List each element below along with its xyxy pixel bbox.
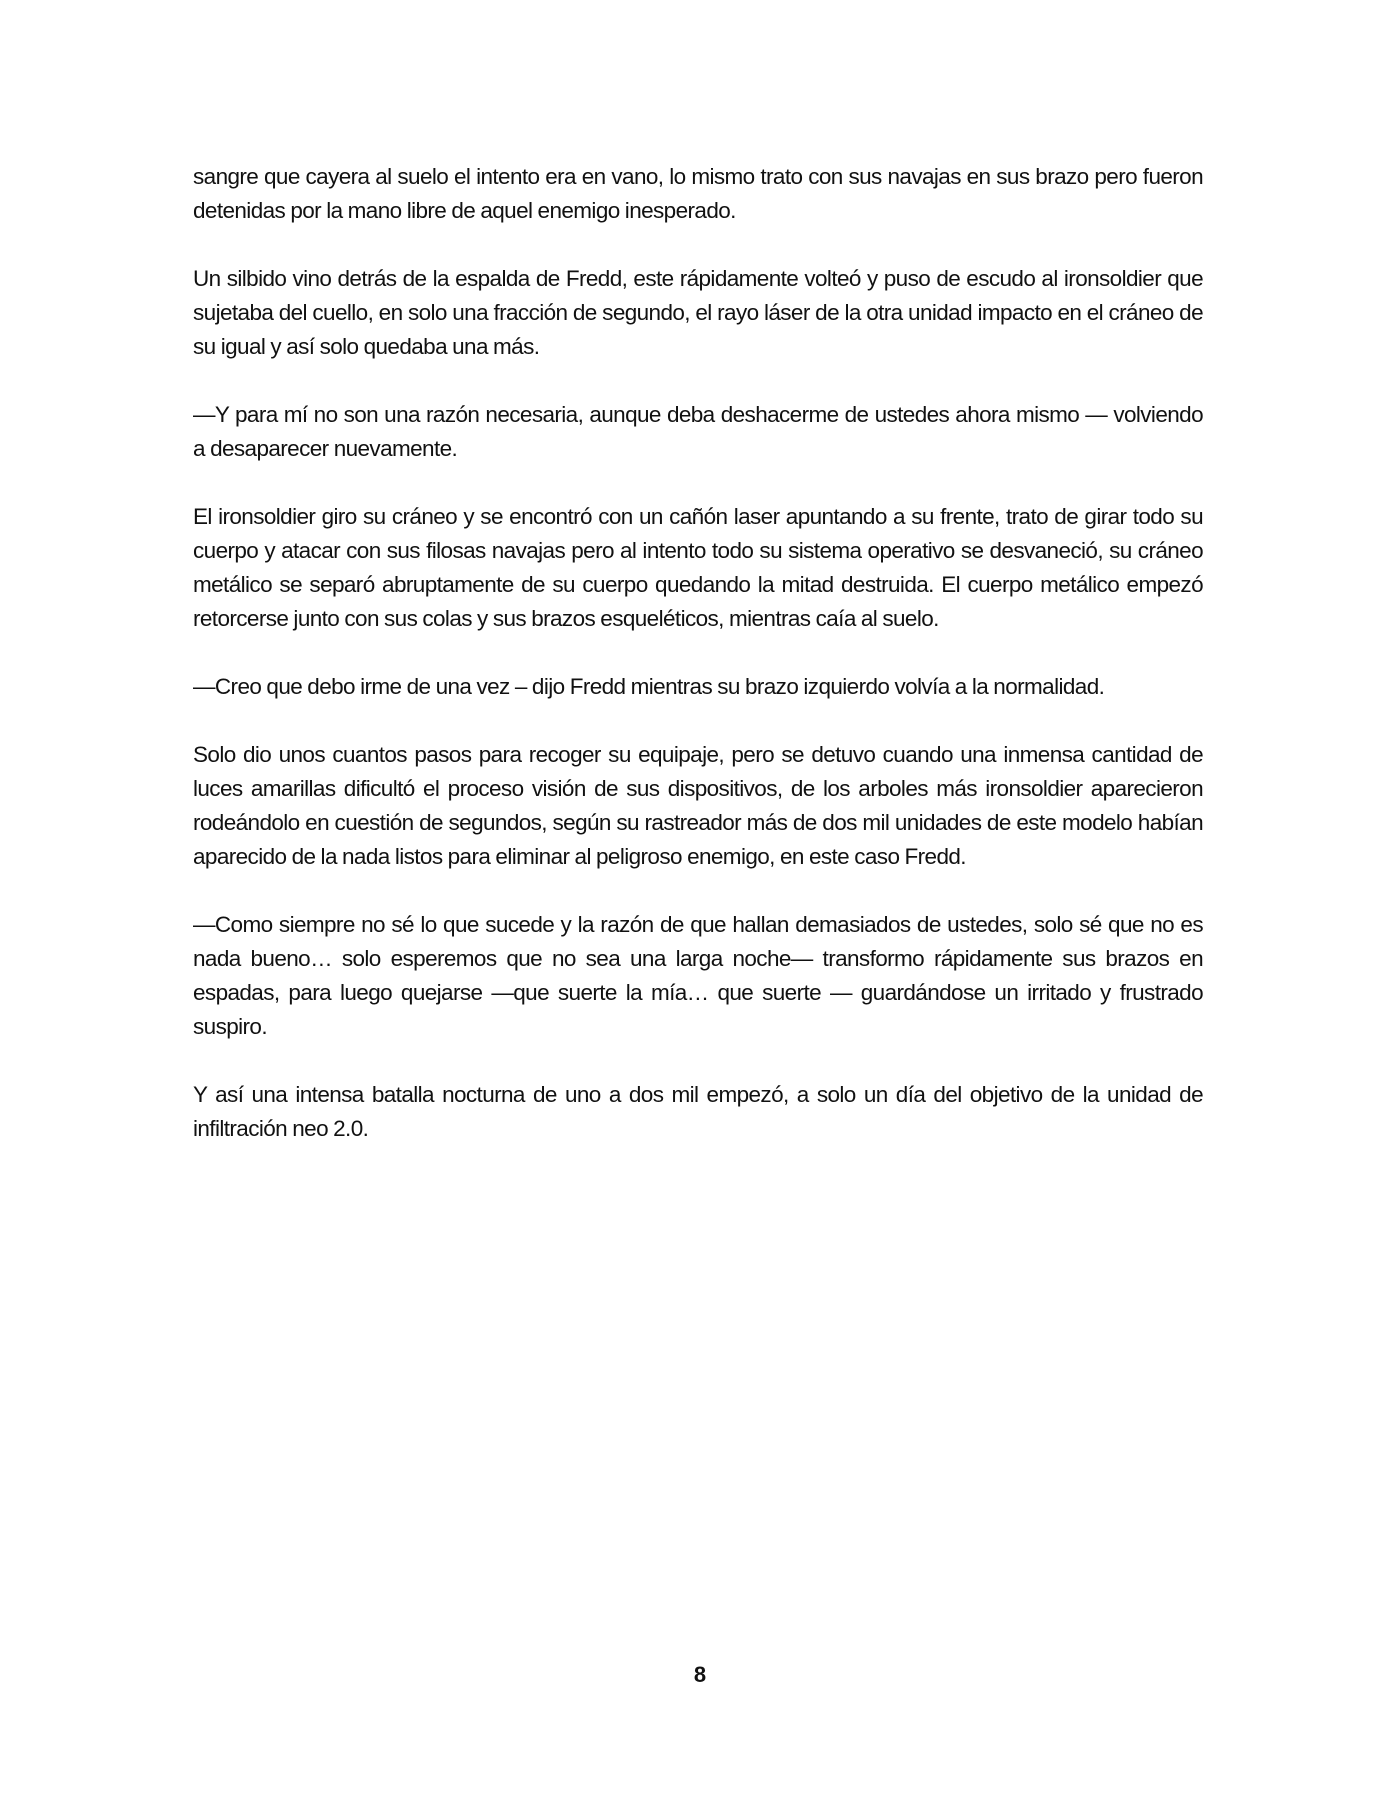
page-number: 8 — [693, 1662, 707, 1687]
paragraph: —Y para mí no son una razón necesaria, aunque deba deshacerme de ustedes ahora mismo — volviendo a desaparecer nuevamente. — [193, 402, 1203, 461]
paragraph: —Como siempre no sé lo que sucede y la razón de que hallan demasiados de ustedes, solo sé que no es nada bueno… solo esperemos que no sea una larga noche— transformo rápidamente sus brazos en espadas, para luego quejarse —que suerte la mía… que suerte — guardándose un irritado y frustrado suspiro. — [193, 912, 1203, 1039]
paragraph: Un silbido vino detrás de la espalda de Fredd, este rápidamente volteó y puso de escudo al ironsoldier que sujetaba del cuello, en solo una fracción de segundo, el rayo láser de la otra unidad impacto en el cráneo de su igual y así solo quedaba una más. — [193, 266, 1203, 359]
paragraph: —Creo que debo irme de una vez – dijo Fredd mientras su brazo izquierdo volvía a la normalidad. — [193, 674, 1105, 699]
paragraph: sangre que cayera al suelo el intento era en vano, lo mismo trato con sus navajas en sus brazo pero fueron detenidas por la mano libre de aquel enemigo inesperado. — [193, 164, 1203, 223]
paragraph: Y así una intensa batalla nocturna de uno a dos mil empezó, a solo un día del objetivo de la unidad de infiltración neo 2.0. — [193, 1082, 1203, 1141]
body-text — [193, 160, 1203, 1180]
paragraph: El ironsoldier giro su cráneo y se encontró con un cañón laser apuntando a su frente, trato de girar todo su cuerpo y atacar con sus filosas navajas pero al intento todo su sistema operativo se desvaneció, su cráneo metálico se separó abruptamente de su cuerpo quedando la mitad destruida. El cuerpo metálico empezó retorcerse junto con sus colas y sus brazos esqueléticos, mientras caía al suelo. — [193, 504, 1203, 631]
paragraph: Solo dio unos cuantos pasos para recoger su equipaje, pero se detuvo cuando una inmensa cantidad de luces amarillas dificultó el proceso visión de sus dispositivos, de los arboles más ironsoldier aparecieron rodeándolo en cuestión de segundos, según su rastreador más de dos mil unidades de este modelo habían aparecido de la nada listos para eliminar al peligroso enemigo, en este caso Fredd. — [193, 742, 1203, 869]
